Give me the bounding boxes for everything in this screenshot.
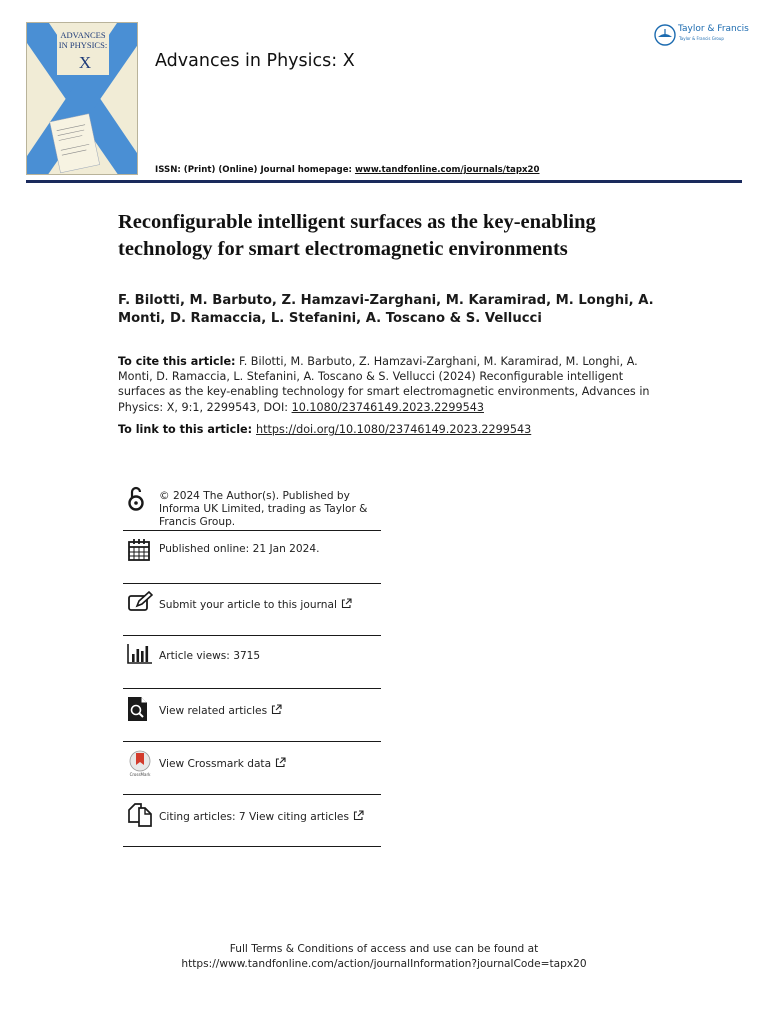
footer-terms: Full Terms & Conditions of access and use can be found at xyxy=(229,943,539,955)
related-row[interactable] xyxy=(123,696,381,736)
citing-row[interactable] xyxy=(123,802,381,842)
publisher-name: Taylor & Francis xyxy=(678,24,749,34)
cover-line1: ADVANCES xyxy=(60,30,106,40)
external-link-icon xyxy=(271,704,282,715)
crossmark-label: View Crossmark data xyxy=(159,758,272,770)
submit-row[interactable] xyxy=(123,591,381,631)
published-row xyxy=(123,538,381,578)
article-authors: F. Bilotti, M. Barbuto, Z. Hamzavi-Zarghani, M. Karamirad, M. Longhi, A. Monti, D. Ramaccia, L. Stefanini, A. Toscano & S. Vellucci xyxy=(118,293,654,326)
info-divider xyxy=(123,741,381,742)
info-divider xyxy=(123,794,381,795)
article-link-line xyxy=(118,423,531,436)
info-divider xyxy=(123,846,381,847)
open-access-icon xyxy=(127,486,145,512)
bar-chart-icon xyxy=(127,643,153,665)
cover-line2: IN PHYSICS: xyxy=(58,40,108,50)
submit-label: Submit your article to this journal xyxy=(159,599,337,611)
views-row xyxy=(123,643,381,683)
external-link-icon xyxy=(353,810,364,821)
external-link-icon xyxy=(275,757,286,768)
info-divider xyxy=(123,635,381,636)
calendar-icon xyxy=(127,538,151,562)
edit-icon xyxy=(127,591,153,615)
citation-block xyxy=(118,354,658,415)
cite-text: F. Bilotti, M. Barbuto, Z. Hamzavi-Zarghani, M. Karamirad, M. Longhi, A. Monti, D. Ramaccia, L. Stefanini, A. Toscano & S. Vellucci (2024) Reconfigurable intelligent surfaces as the key-enabling technology for smart electromagnetic environments, Advances in Physics: X, 9:1, 2299543, DOI: xyxy=(118,355,650,414)
header-divider xyxy=(26,180,742,183)
info-divider xyxy=(123,688,381,689)
citing-articles-icon xyxy=(127,802,153,828)
footer-terms-url[interactable]: https://www.tandfonline.com/action/journalInformation?journalCode=tapx20 xyxy=(181,958,587,970)
publisher-logo-icon xyxy=(654,22,678,48)
journal-cover xyxy=(26,22,138,175)
crossmark-row[interactable] xyxy=(123,749,381,789)
journal-title: Advances in Physics: X xyxy=(155,51,355,71)
crossmark-link[interactable] xyxy=(159,757,286,771)
journal-homepage-link[interactable]: www.tandfonline.com/journals/tapx20 xyxy=(354,165,540,175)
external-link-icon xyxy=(341,598,352,609)
citing-label: Citing articles: 7 View citing articles xyxy=(159,811,349,823)
related-label: View related articles xyxy=(159,705,268,717)
cite-label: To cite this article: xyxy=(118,355,236,368)
cite-doi-link[interactable]: 10.1080/23746149.2023.2299543 xyxy=(291,400,484,414)
crossmark-caption: CrossMark xyxy=(129,772,151,777)
info-divider xyxy=(123,530,381,531)
article-views: Article views: 3715 xyxy=(159,650,261,662)
info-divider xyxy=(123,583,381,584)
issn-line xyxy=(155,165,540,175)
related-articles-link[interactable] xyxy=(159,704,282,718)
footer xyxy=(0,942,768,972)
search-document-icon xyxy=(127,696,149,722)
link-label: To link to this article: xyxy=(118,423,256,436)
cover-letter: X xyxy=(78,53,92,72)
citing-articles-link[interactable] xyxy=(159,810,364,824)
license-text: © 2024 The Author(s). Published by Informa UK Limited, trading as Taylor & Francis Group. xyxy=(159,490,368,528)
article-title: Reconfigurable intelligent surfaces as the key-enabling technology for smart electromagnetic environments xyxy=(118,211,596,260)
submit-article-link[interactable] xyxy=(159,598,352,612)
crossmark-icon xyxy=(127,749,153,777)
publisher-subtitle: Taylor & Francis Group xyxy=(679,36,724,41)
published-date: Published online: 21 Jan 2024. xyxy=(159,543,320,555)
issn-prefix: ISSN: (Print) (Online) Journal homepage: xyxy=(155,165,355,175)
article-doi-link[interactable]: https://doi.org/10.1080/23746149.2023.2299543 xyxy=(256,423,532,436)
license-row xyxy=(123,486,381,530)
